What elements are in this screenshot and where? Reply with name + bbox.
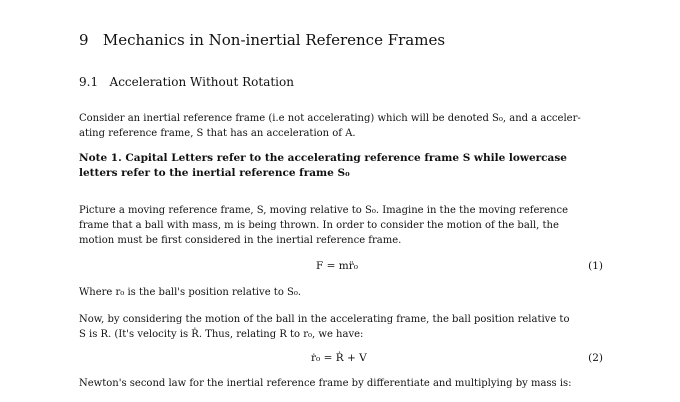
section-number: 9.1	[79, 75, 99, 89]
chapter-title: Mechanics in Non-inertial Reference Frames	[102, 31, 446, 49]
chapter-heading	[79, 31, 445, 49]
paragraph-4-line-1: Now, by considering the motion of the ball in the accelerating frame, the ball position relative to	[79, 314, 570, 325]
paragraph-2-line-2: frame that a ball with mass, m is being thrown. In order to consider the motion of the ball, the	[79, 220, 559, 231]
section-title: Acceleration Without Rotation	[109, 75, 294, 89]
equation-1: F = mr̈₀	[316, 260, 358, 272]
paragraph-1-line-1: Consider an inertial reference frame (i.e not accelerating) which will be denoted S₀, and a acceler-	[79, 113, 581, 124]
equation-1-number: (1)	[588, 260, 603, 272]
paragraph-3-line-1: Where r₀ is the ball's position relative to S₀.	[79, 287, 302, 298]
note-line-2: letters refer to the inertial reference frame S₀	[79, 167, 350, 179]
paragraph-5-line-1: Newton's second law for the inertial reference frame by differentiate and multiplying by mass is:	[79, 378, 572, 389]
paragraph-1-line-2: ating reference frame, S that has an acceleration of A.	[79, 128, 356, 139]
paragraph-4-line-2: S is R. (It's velocity is Ṙ. Thus, relating R to r₀, we have:	[79, 329, 364, 340]
paragraph-2-line-1: Picture a moving reference frame, S, moving relative to S₀. Imagine in the the moving reference	[79, 205, 569, 216]
equation-2-number: (2)	[588, 352, 603, 364]
note-line-1: Note 1. Capital Letters refer to the accelerating reference frame S while lowercase	[79, 152, 567, 164]
equation-2: ṙ₀ = Ṙ + V	[311, 352, 367, 364]
section-heading	[79, 75, 294, 89]
chapter-number: 9	[79, 31, 89, 49]
paragraph-2-line-3: motion must be first considered in the inertial reference frame.	[79, 235, 402, 246]
